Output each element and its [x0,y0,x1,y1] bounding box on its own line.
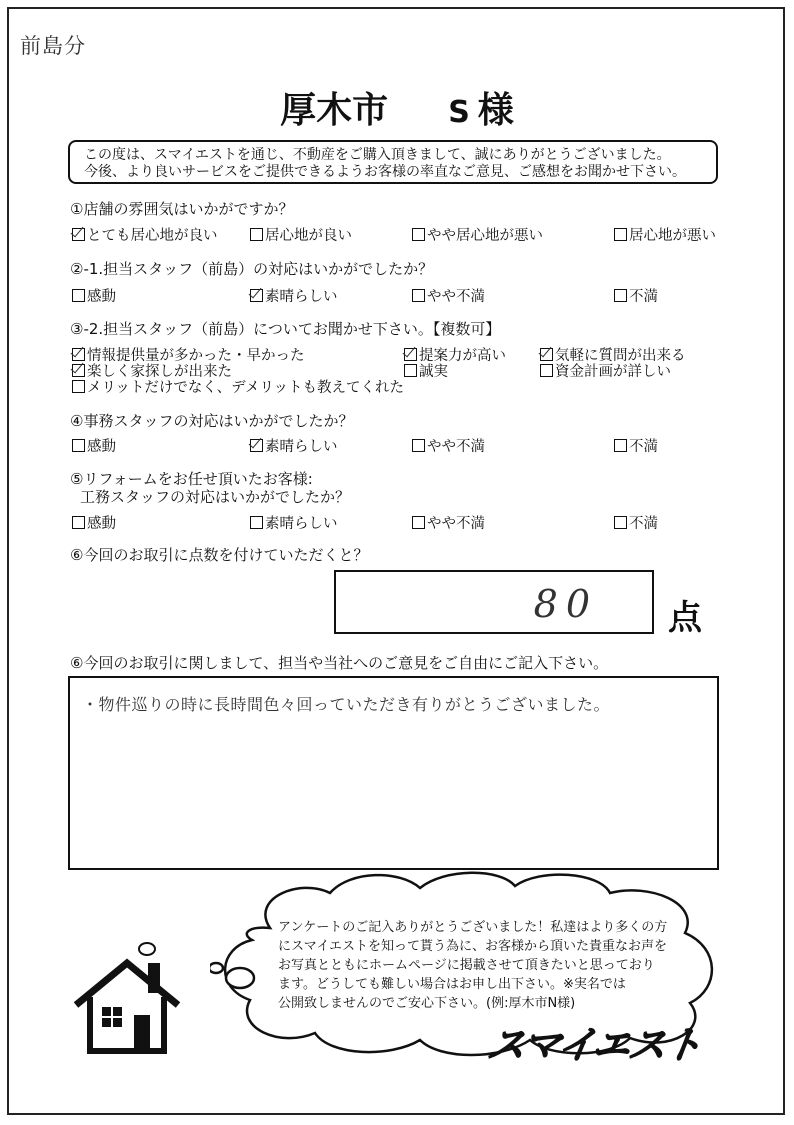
handwritten-branch-note: 前島分 [20,34,86,58]
checkbox[interactable] [72,289,85,302]
option-label: 気軽に質問が出来る [555,348,686,364]
option-label: 楽しく家探しが出来た [87,364,232,380]
score-value: 80 [533,582,598,626]
comment-text: ・物件巡りの時に長時間色々回っていただき有りがとうございました。 [82,695,611,714]
option-label: 不満 [629,289,658,305]
customer-title [0,82,794,133]
option-label: 資金計画が詳しい [555,364,671,380]
q4-option-3[interactable] [412,435,485,456]
title-city: 厚木市 [280,90,389,131]
checkbox[interactable] [614,516,627,529]
q3-option-7[interactable] [72,376,404,397]
question-5-sublabel: 工務スタッフの対応はいかがでしたか？ [80,488,351,506]
comment-question: ⑥今回のお取引に関しまして、担当や当社へのご意見をご自由にご記入下さい。 [70,654,609,672]
company-logo: スマイエスト [484,1023,704,1067]
title-initial: S [448,95,470,130]
checkbox[interactable] [614,228,627,241]
question-3-label: ③-2.担当スタッフ（前島）についてお聞かせ下さい。【複数可】 [70,320,501,338]
score-unit: 点 [668,598,702,638]
question-5-label: ⑤リフォームをお任せ頂いたお客様: [70,470,313,488]
option-label: 素晴らしい [265,439,338,455]
comment-field[interactable] [68,676,719,870]
option-label: 誠実 [419,364,448,380]
q5-option-3[interactable] [412,512,485,533]
score-field[interactable] [334,570,654,634]
checkbox[interactable] [412,289,425,302]
option-label: 情報提供量が多かった・早かった [87,348,305,364]
q1-option-3[interactable] [412,224,543,245]
q3-option-5[interactable] [404,360,448,381]
checkbox[interactable] [614,289,627,302]
option-label: 感動 [87,439,116,455]
option-label: やや不満 [427,516,485,532]
checkbox-checked[interactable] [72,228,85,241]
closing-message [278,918,708,1013]
intro-line: 今後、より良いサービスをご提供できるようお客様の率直なご意見、ご感想をお聞かせ下さい。 [84,164,686,180]
option-label: 不満 [629,516,658,532]
q5-option-1[interactable] [72,512,116,533]
title-honorific: 様 [477,90,514,131]
checkbox[interactable] [404,364,417,377]
question-4-label: ④事務スタッフの対応はいかがでしたか？ [70,412,354,430]
closing-line: ます。どうしても難しい場合はお申し出下さい。※実名では [278,977,626,992]
option-label: 感動 [87,289,116,305]
checkbox[interactable] [250,228,263,241]
option-label: とても居心地が良い [87,228,218,244]
question-2-label: ②-1.担当スタッフ（前島）の対応はいかがでしたか？ [70,260,434,278]
option-label: 居心地が悪い [629,228,716,244]
option-label: やや不満 [427,289,485,305]
checkbox[interactable] [540,364,553,377]
option-label: 提案力が高い [419,348,506,364]
checkbox[interactable] [412,228,425,241]
checkbox[interactable] [412,516,425,529]
q3-option-6[interactable] [540,360,671,381]
closing-line: にスマイエストを知って貰う為に、お客様から頂いた貴重なお声を [278,939,667,954]
checkbox[interactable] [614,439,627,452]
closing-line: 公開致しませんのでご安心下さい。(例:厚木市N様) [278,996,576,1011]
option-label: やや不満 [427,439,485,455]
q2-option-3[interactable] [412,285,485,306]
q1-option-4[interactable] [614,224,716,245]
q4-option-1[interactable] [72,435,116,456]
intro-line: この度は、スマイエストを通じ、不動産をご購入頂きまして、誠にありがとうございました。 [84,147,671,163]
q5-option-2[interactable] [250,512,338,533]
option-label: 素晴らしい [265,516,338,532]
thought-bubble-dot [138,942,156,956]
q2-option-1[interactable] [72,285,116,306]
checkbox-checked[interactable] [250,289,263,302]
option-label: 感動 [87,516,116,532]
house-icon [72,955,182,1055]
score-question: ⑥今回のお取引に点数を付けていただくと？ [70,546,369,564]
q5-option-4[interactable] [614,512,658,533]
option-label: 不満 [629,439,658,455]
question-1-label: ①店舗の雰囲気はいかがですか？ [70,200,294,218]
q4-option-2[interactable] [250,435,338,456]
checkbox[interactable] [72,516,85,529]
checkbox[interactable] [412,439,425,452]
q2-option-4[interactable] [614,285,658,306]
option-label: やや居心地が悪い [427,228,543,244]
option-label: 居心地が良い [265,228,352,244]
checkbox[interactable] [72,380,85,393]
option-label: メリットだけでなく、デメリットも教えてくれた [87,380,404,396]
q2-option-2[interactable] [250,285,338,306]
q4-option-4[interactable] [614,435,658,456]
closing-line: アンケートのご記入ありがとうございました！私達はより多くの方 [278,920,668,935]
checkbox[interactable] [250,516,263,529]
checkbox-checked[interactable] [250,439,263,452]
q1-option-2[interactable] [250,224,352,245]
option-label: 素晴らしい [265,289,338,305]
intro-box [68,140,718,184]
q1-option-1[interactable] [72,224,218,245]
checkbox[interactable] [72,439,85,452]
closing-line: お写真とともにホームページに掲載させて頂きたいと思っており [278,958,655,973]
